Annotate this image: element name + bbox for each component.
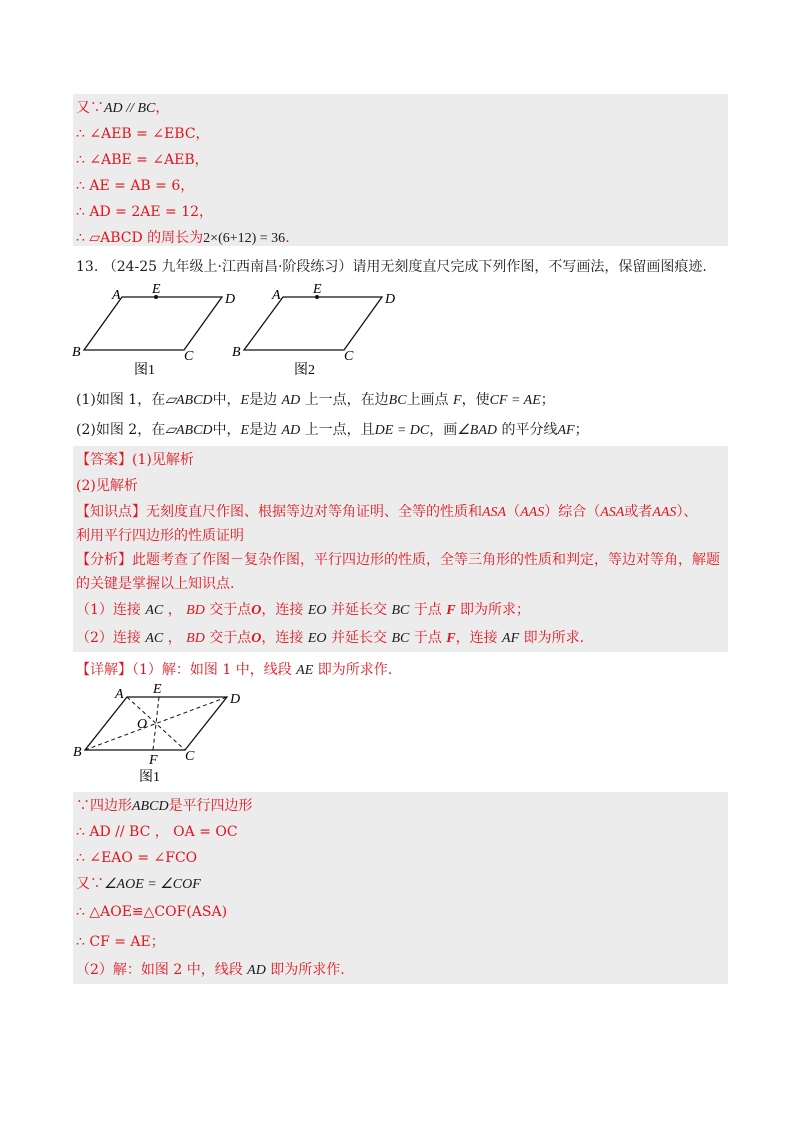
solution-figure-caption: 图1 — [139, 770, 160, 785]
proof-line-7: （2）解：如图 2 中，线段 AD 即为所求作. — [76, 962, 345, 978]
label-a-3: A — [115, 687, 124, 702]
answer-line-1: 【答案】(1)见解析 — [76, 452, 194, 468]
label-b-1: B — [72, 345, 81, 360]
figure-2 — [232, 282, 395, 378]
label-d-3: D — [230, 692, 241, 707]
question-part-1: (1)如图 1，在▱ABCD中，E是边 AD 上一点，在边BC上画点 F，使CF = AE； — [76, 392, 555, 408]
label-c-3: C — [185, 749, 195, 764]
proof-line-4: 又∵∠AOE = ∠COF — [76, 876, 201, 892]
question-part-2: (2)如图 2，在▱ABCD中，E是边 AD 上一点，且DE = DC，画∠BAD 的平分线AF； — [76, 422, 589, 438]
prev-line-4: ∴ AE = AB = 6， — [76, 178, 195, 194]
prev-line-2: ∴ ∠AEB = ∠EBC， — [76, 126, 210, 142]
proof-line-6: ∴ CF = AE； — [76, 934, 165, 950]
label-d-1: D — [225, 292, 236, 307]
prev-solution-panel — [73, 94, 728, 246]
label-a-2: A — [272, 288, 281, 303]
analysis-step-1: （1）连接 AC ， BD 交于点O，连接 EO 并延长交 BC 于点 F 即为所求； — [76, 602, 531, 618]
analysis-line-2: 的关键是掌握以上知识点. — [76, 576, 235, 592]
label-c-2: C — [344, 349, 354, 364]
proof-line-2: ∴ AD // BC ， OA = OC — [76, 824, 238, 840]
analysis-step-2: （2）连接 AC ， BD 交于点O，连接 EO 并延长交 BC 于点 F，连接 AF 即为所求. — [76, 630, 585, 646]
detail-line: 【详解】（1）解：如图 1 中，线段 AE 即为所求作. — [76, 662, 393, 678]
label-e-3: E — [153, 682, 162, 697]
parallelogram-2 — [244, 297, 382, 350]
label-b-3: B — [73, 745, 82, 760]
proof-line-3: ∴ ∠EAO = ∠FCO — [76, 850, 198, 866]
label-f-3: F — [149, 753, 158, 768]
knowledge-line-1: 【知识点】无刻度直尺作图、根据等边对等角证明、全等的性质和ASA（AAS）综合（ASA或者AAS）、 — [76, 504, 698, 520]
proof-line-1: ∵四边形ABCD是平行四边形 — [76, 798, 253, 814]
label-d-2: D — [385, 292, 396, 307]
parallelogram-1 — [84, 297, 222, 350]
label-e-1: E — [152, 282, 161, 297]
prev-line-5: ∴ AD = 2AE = 12， — [76, 204, 214, 220]
figure-1 — [72, 282, 235, 378]
question-figures — [70, 282, 410, 382]
solution-figure — [73, 682, 241, 788]
prev-line-6: ∴ ▱ABCD 的周长为2×(6+12) = 36. — [76, 230, 290, 246]
label-a-1: A — [112, 288, 121, 303]
figure-1-caption: 图1 — [134, 363, 155, 378]
figure-2-caption: 图2 — [294, 363, 315, 378]
answer-line-2: (2)见解析 — [76, 478, 138, 494]
label-e-2: E — [313, 282, 322, 297]
question-13-title: 13. （24-25 九年级上·江西南昌·阶段练习）请用无刻度直尺完成下列作图，不写画法，保留画图痕迹. — [76, 259, 707, 275]
proof-line-5: ∴ △AOE≌△COF(ASA) — [76, 904, 228, 920]
analysis-line-1: 【分析】此题考查了作图－复杂作图，平行四边形的性质，全等三角形的性质和判定，等边对等角，解题 — [76, 552, 720, 568]
label-c-1: C — [184, 349, 194, 364]
prev-line-1: 又∵AD // BC， — [76, 100, 170, 116]
label-o-3: O — [137, 717, 148, 732]
knowledge-line-2: 利用平行四边形的性质证明 — [76, 528, 244, 544]
prev-line-3: ∴ ∠ABE = ∠AEB， — [76, 152, 209, 168]
answer-panel — [73, 446, 728, 652]
label-b-2: B — [232, 345, 241, 360]
